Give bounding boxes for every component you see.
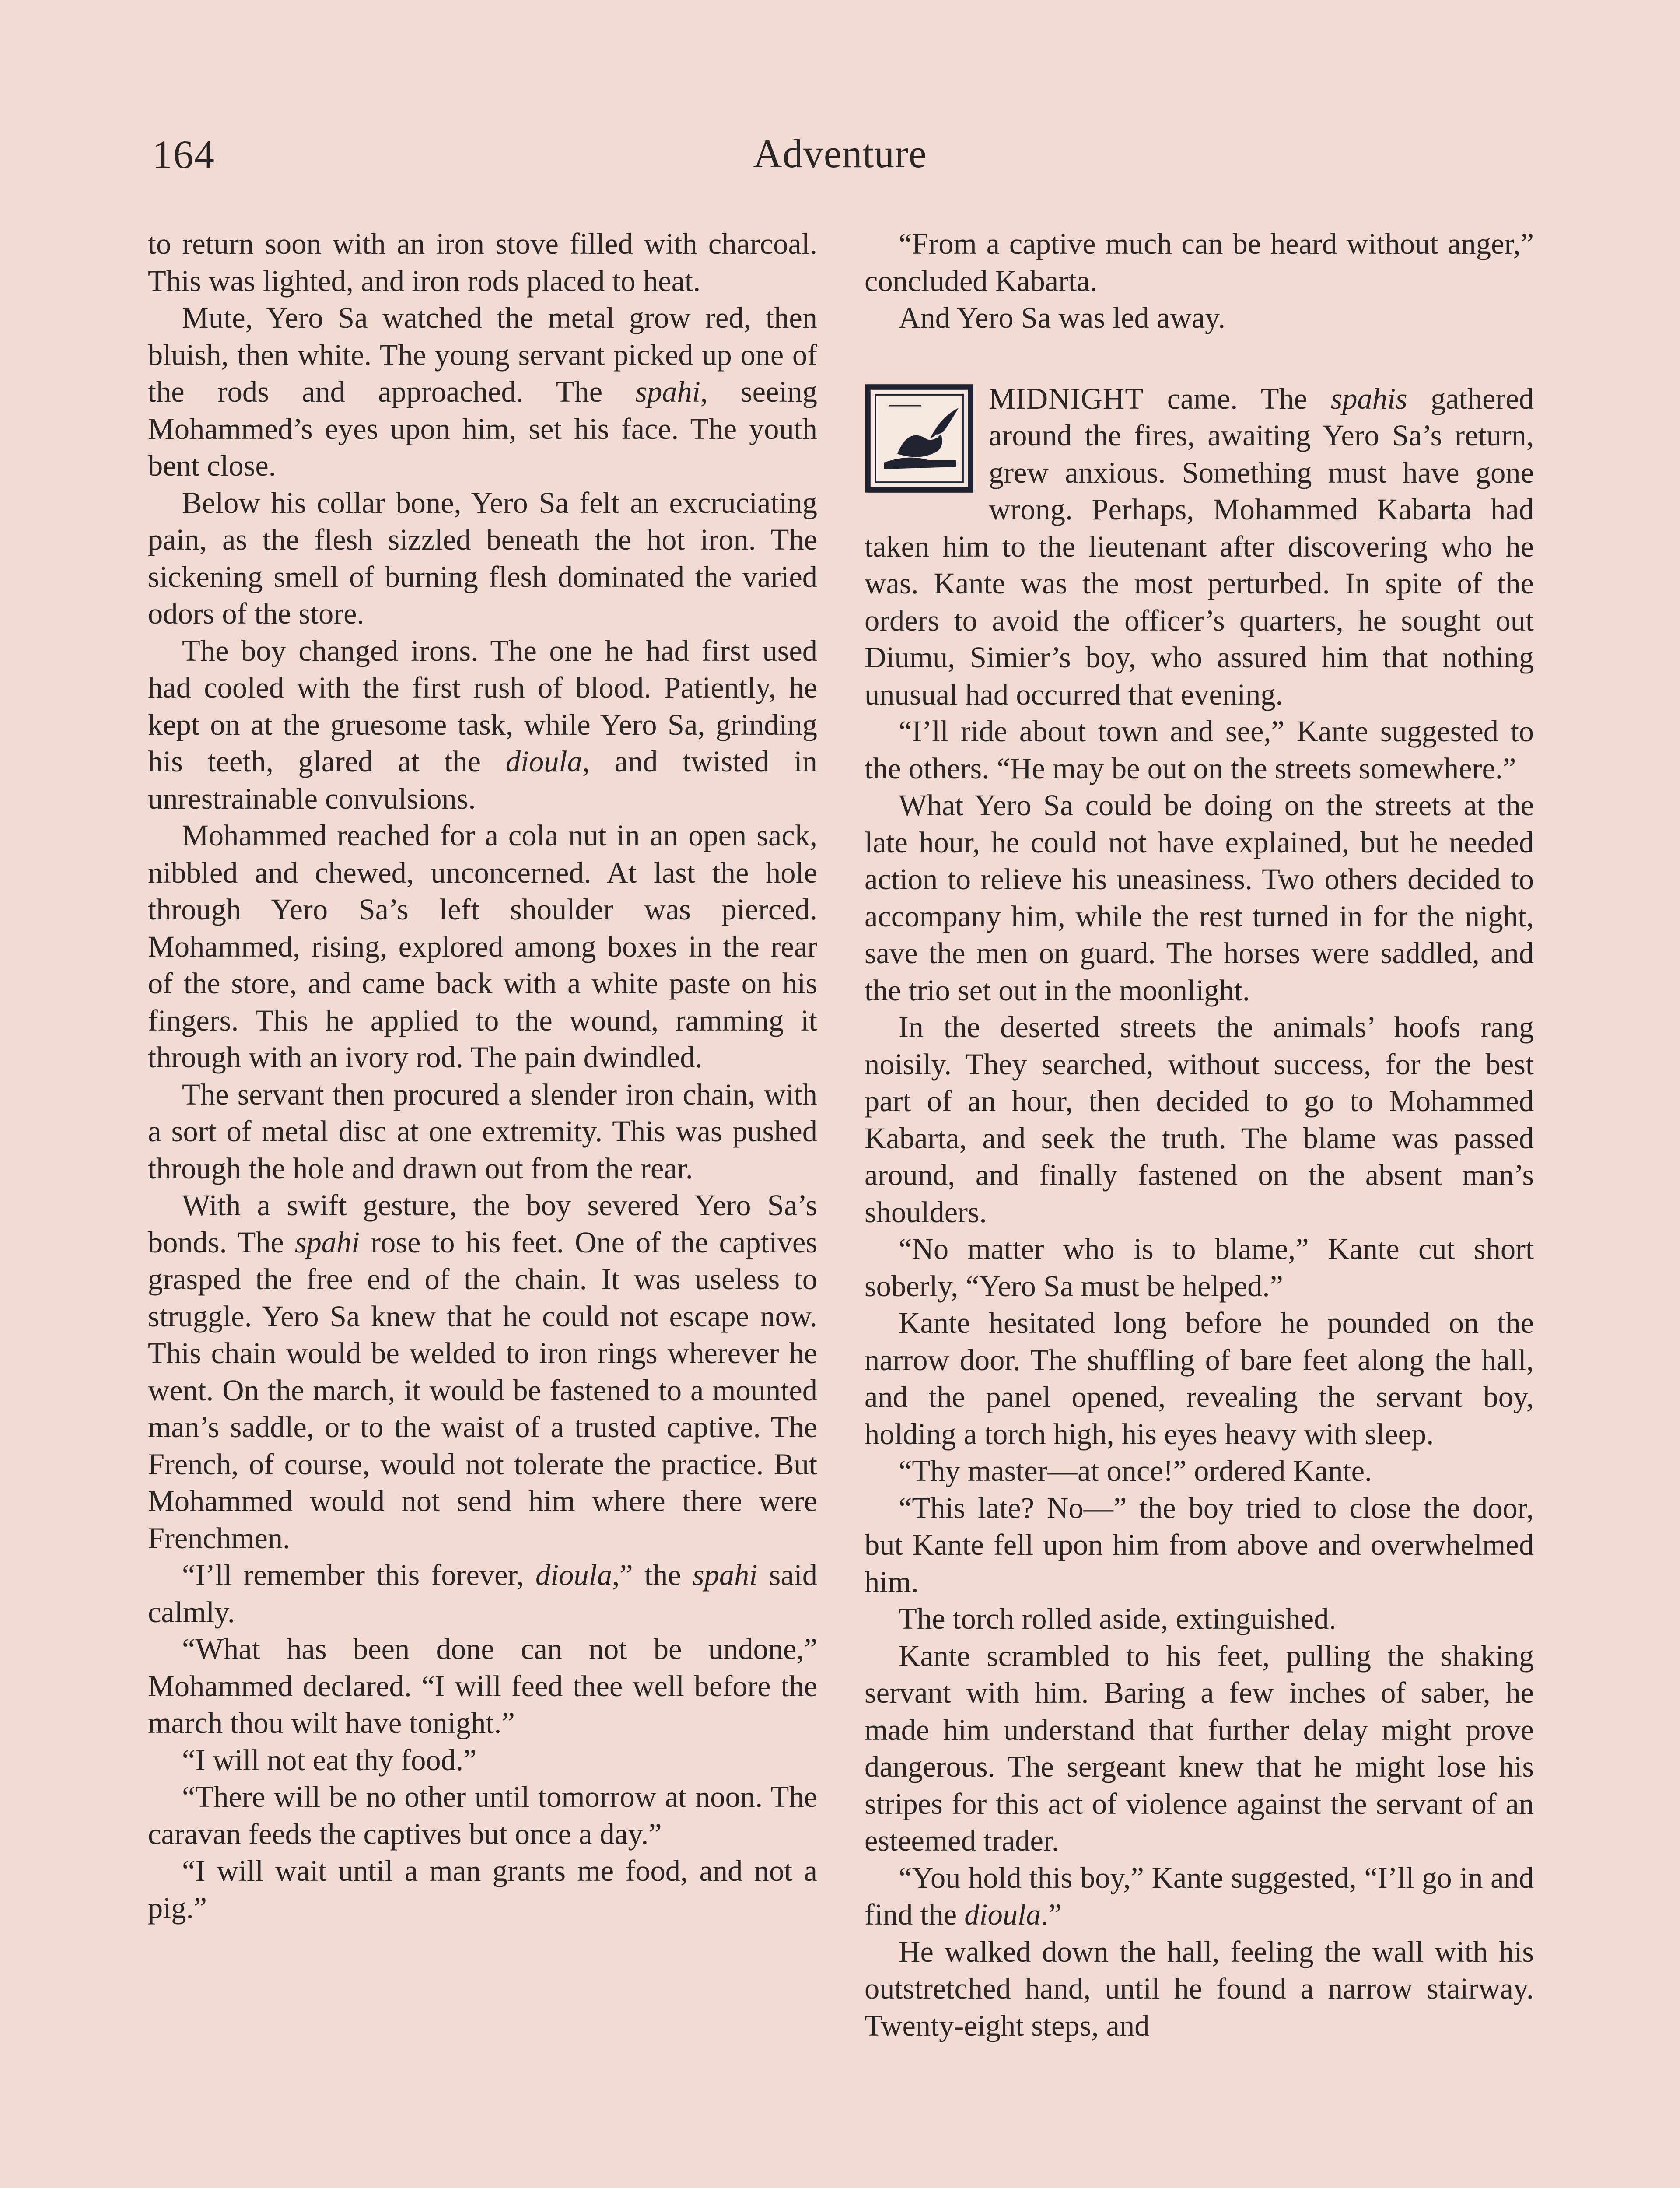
paragraph: “What has been done can not be undone,” Mohammed declared. “I will feed thee well before the march thou wilt have tonight.” [148, 1632, 817, 1739]
paragraph: He walked down the hall, feeling the wall with his outstretched hand, until he found a narrow stairway. Twenty-eight steps, and [864, 1935, 1534, 2042]
left-column [148, 225, 817, 1926]
bird-ornament-icon [864, 384, 974, 493]
paragraph: “I will wait until a man grants me food, and not a pig.” [148, 1854, 817, 1925]
paragraph: The torch rolled aside, extinguished. [899, 1602, 1337, 1635]
paragraph: Mohammed reached for a cola nut in an open sack, nibbled and chewed, unconcerned. At last the hole through Yero Sa’s left shoulder was pierced. Mohammed, rising, explored among boxes in the rear of the store, and came back with a white paste on his fingers. This he applied to the wound, ramming it through with an ivory rod. The pain dwindled. [148, 819, 817, 1074]
paragraph: “I’ll ride about town and see,” Kante suggested to the others. “He may be out on the streets somewhere.” [864, 715, 1534, 785]
dropcap-lead-word: MIDNIGHT [989, 382, 1144, 415]
paragraph: Below his collar bone, Yero Sa felt an excruciating pain, as the flesh sizzled beneath the hot iron. The sickening smell of burning flesh dominated the varied odors of the store. [148, 486, 817, 630]
paragraph: The servant then procured a slender iron chain, with a sort of metal disc at one extremity. This was pushed through the hole and drawn out from the rear. [148, 1077, 817, 1185]
paragraph: “There will be no other until tomorrow at noon. The caravan feeds the captives but once a day.” [148, 1780, 817, 1851]
section-opening [864, 380, 1534, 713]
paragraph: Kante scrambled to his feet, pulling the shaking servant with him. Baring a few inches of saber, he made him understand that further delay might prove dangerous. The sergeant knew that he might lose his stripes for this act of violence against the servant of an esteemed trader. [864, 1639, 1534, 1857]
paragraph: to return soon with an iron stove filled with charcoal. This was lighted, and iron rods placed to heat. [148, 227, 817, 298]
paragraph: “This late? No—” the boy tried to close the door, but Kante fell upon him from above and overwhelmed him. [864, 1491, 1534, 1599]
paragraph: What Yero Sa could be doing on the streets at the late hour, he could not have explained, but he needed action to relieve his uneasiness. Two others decided to accompany him, while the rest turned in for the night, save the men on guard. The horses were saddled, and the trio set out in the moonlight. [864, 789, 1534, 1007]
paragraph: In the deserted streets the animals’ hoofs rang noisily. They searched, without success, for the best part of an hour, then decided to go to Mohammed Kabarta, and seek the truth. The blame was passed around, and finally fastened on the absent man’s shoulders. [864, 1010, 1534, 1229]
paragraph: With a swift gesture, the boy severed Yero Sa’s bonds. The spahi rose to his feet. One of the captives grasped the free end of the chain. It was useless to struggle. Yero Sa knew that he could not escape now. This chain would be welded to iron rings wherever he went. On the march, it would be fastened to a mounted man’s saddle, or to the waist of a trusted captive. The French, of course, would not tolerate the practice. But Mohammed would not send him where there were Frenchmen. [148, 1189, 817, 1555]
paragraph: The boy changed irons. The one he had first used had cooled with the first rush of blood. Patiently, he kept on at the gruesome task, while Yero Sa, grinding his teeth, glared at the dioula, and twisted in unrestrainable convulsions. [148, 634, 817, 815]
paragraph: And Yero Sa was led away. [899, 301, 1226, 334]
paragraph: “I will not eat thy food.” [182, 1743, 477, 1777]
paragraph: Mute, Yero Sa watched the metal grow red, then bluish, then white. The young servant picked up one of the rods and approached. The spahi, seeing Mohammed’s eyes upon him, set his face. The youth bent close. [148, 301, 817, 482]
running-title: Adventure [753, 131, 927, 176]
right-column [864, 225, 1534, 2044]
page-number: 164 [152, 132, 215, 177]
paragraph: Kante hesitated long before he pounded on the narrow door. The shuffling of bare feet along the hall, and the panel opened, revealing the servant boy, holding a torch high, his eyes heavy with sleep. [864, 1306, 1534, 1451]
paragraph: “From a captive much can be heard without anger,” concluded Kabarta. [864, 227, 1534, 298]
paragraph: “I’ll remember this forever, dioula,” the spahi said calmly. [148, 1558, 817, 1629]
dropcap-paragraph-text: came. The spahis gathered around the fires, awaiting Yero Sa’s return, grew anxious. Something must have gone wrong. Perhaps, Mohammed Kabarta had taken him to the lieutenant after discovering who he was. Kante was the most perturbed. In spite of the orders to avoid the officer’s quarters, he sought out Diumu, Simier’s boy, who assured him that nothing unusual had occurred that evening. [864, 382, 1534, 711]
paragraph: “No matter who is to blame,” Kante cut short soberly, “Yero Sa must be helped.” [864, 1232, 1534, 1303]
paragraph: “Thy master—at once!” ordered Kante. [899, 1454, 1372, 1487]
paragraph: “You hold this boy,” Kante suggested, “I’ll go in and find the dioula.” [864, 1861, 1534, 1931]
